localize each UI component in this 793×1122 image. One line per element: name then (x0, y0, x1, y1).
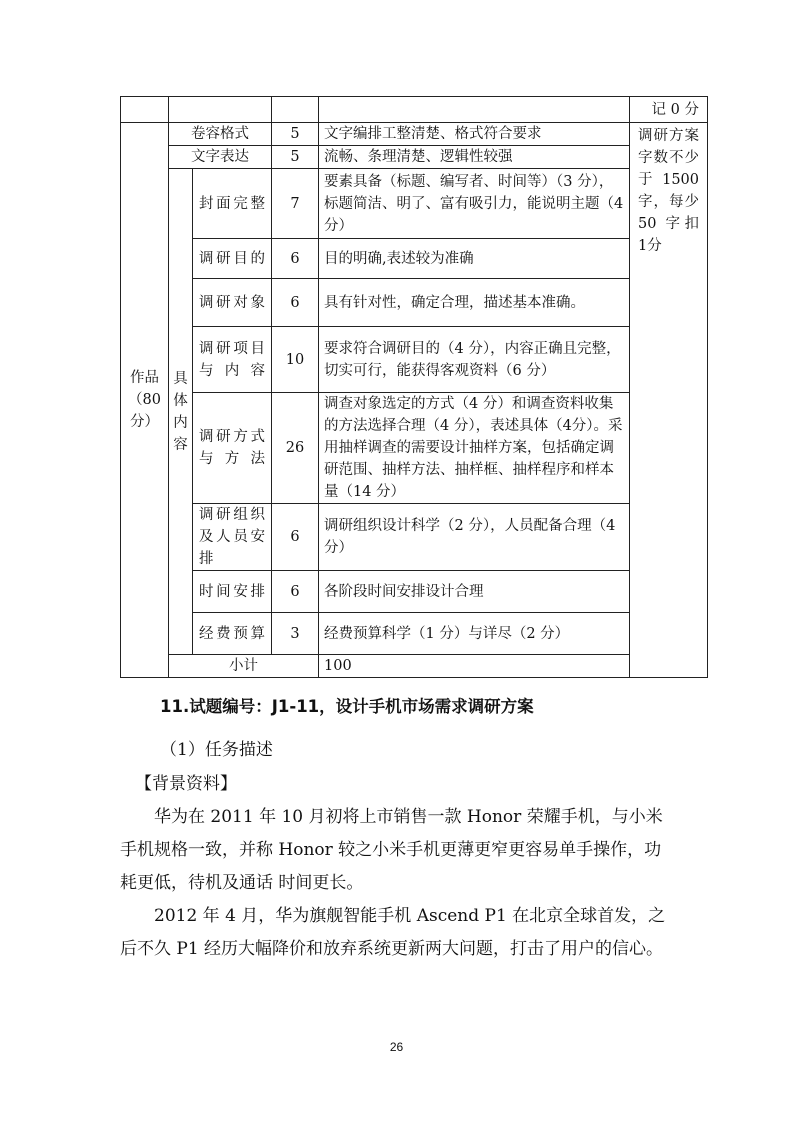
scoring-rubric-table (120, 96, 708, 678)
item-criteria: 文字编排工整清楚、格式符合要求 (319, 123, 630, 146)
table-row (121, 571, 708, 613)
table-cell-empty (319, 97, 630, 123)
item-score: 26 (272, 393, 319, 504)
item-label: 调研组织及人员安排 (193, 504, 272, 571)
item-score: 6 (272, 571, 319, 613)
group-label-works: 作品（80分） (121, 123, 169, 678)
item-criteria: 调研组织设计科学（2 分），人员配备合理（4 分） (319, 504, 630, 571)
task-description-label: （1）任务描述 (160, 740, 273, 760)
background-label: 【背景资料】 (135, 774, 237, 794)
table-row (121, 504, 708, 571)
table-row (121, 655, 708, 678)
item-criteria: 目的明确,表述较为准确 (319, 239, 630, 279)
item-score: 6 (272, 504, 319, 571)
item-criteria: 具有针对性，确定合理，描述基本准确。 (319, 279, 630, 327)
remark-word-count: 调研方案字数不少于1500字，每少 50 字扣1分 (630, 123, 708, 678)
item-score: 6 (272, 239, 319, 279)
table-row (121, 123, 708, 146)
table-row (121, 97, 708, 123)
item-label: 调研对象 (193, 279, 272, 327)
item-criteria: 要求符合调研目的（4 分），内容正确且完整，切实可行，能获得客观资料（6 分） (319, 327, 630, 393)
item-criteria: 流畅、条理清楚、逻辑性较强 (319, 146, 630, 169)
table-row (121, 239, 708, 279)
item-score: 5 (272, 146, 319, 169)
table-cell-empty (272, 97, 319, 123)
item-label: 调研目的 (193, 239, 272, 279)
item-score: 5 (272, 123, 319, 146)
item-score: 7 (272, 169, 319, 239)
item-criteria: 要素具备（标题、编写者、时间等）（3 分），标题简洁、明了、富有吸引力，能说明主题（4 分） (319, 169, 630, 239)
table-row (121, 613, 708, 655)
item-label: 卷容格式 (169, 123, 272, 146)
subtotal-value: 100 (319, 655, 630, 678)
item-criteria: 调查对象选定的方式（4 分）和调查资料收集的方法选择合理（4 分），表述具体（4分）。采用抽样调查的需要设计抽样方案，包括确定调研范围、抽样方法、抽样框、抽样程序和样本量（14 分） (319, 393, 630, 504)
item-label: 调研项目与内容 (193, 327, 272, 393)
background-paragraph-1: 华为在 2011 年 10 月初将上市销售一款 Honor 荣耀手机，与小米手机规格一致，并称 Honor 较之小米手机更薄更窄更容易单手操作，功耗更低，待机及通话 时间更长。 (120, 807, 663, 893)
page-number: 26 (389, 1040, 404, 1054)
item-score: 6 (272, 279, 319, 327)
table-row (121, 169, 708, 239)
item-score: 3 (272, 613, 319, 655)
table-row (121, 393, 708, 504)
table-cell-empty (121, 97, 169, 123)
sub-group-label: 具体内容 (169, 169, 193, 655)
table-row (121, 279, 708, 327)
item-criteria: 经费预算科学（1 分）与详尽（2 分） (319, 613, 630, 655)
background-paragraph-2: 2012 年 4 月，华为旗舰智能手机 Ascend P1 在北京全球首发，之后不久 P1 经历大幅降价和放弃系统更新两大问题，打击了用户的信心。 (120, 906, 666, 959)
top-remark: 记 0 分 (630, 97, 708, 123)
item-label: 经费预算 (193, 613, 272, 655)
table-row (121, 146, 708, 169)
item-label: 时间安排 (193, 571, 272, 613)
subtotal-label: 小计 (169, 655, 319, 678)
item-label: 调研方式与方法 (193, 393, 272, 504)
item-label: 文字表达 (169, 146, 272, 169)
section-heading: 11.试题编号：J1-11，设计手机市场需求调研方案 (160, 697, 534, 716)
item-criteria: 各阶段时间安排设计合理 (319, 571, 630, 613)
table-row (121, 327, 708, 393)
item-score: 10 (272, 327, 319, 393)
table-cell-empty (169, 97, 272, 123)
item-label: 封面完整 (193, 169, 272, 239)
